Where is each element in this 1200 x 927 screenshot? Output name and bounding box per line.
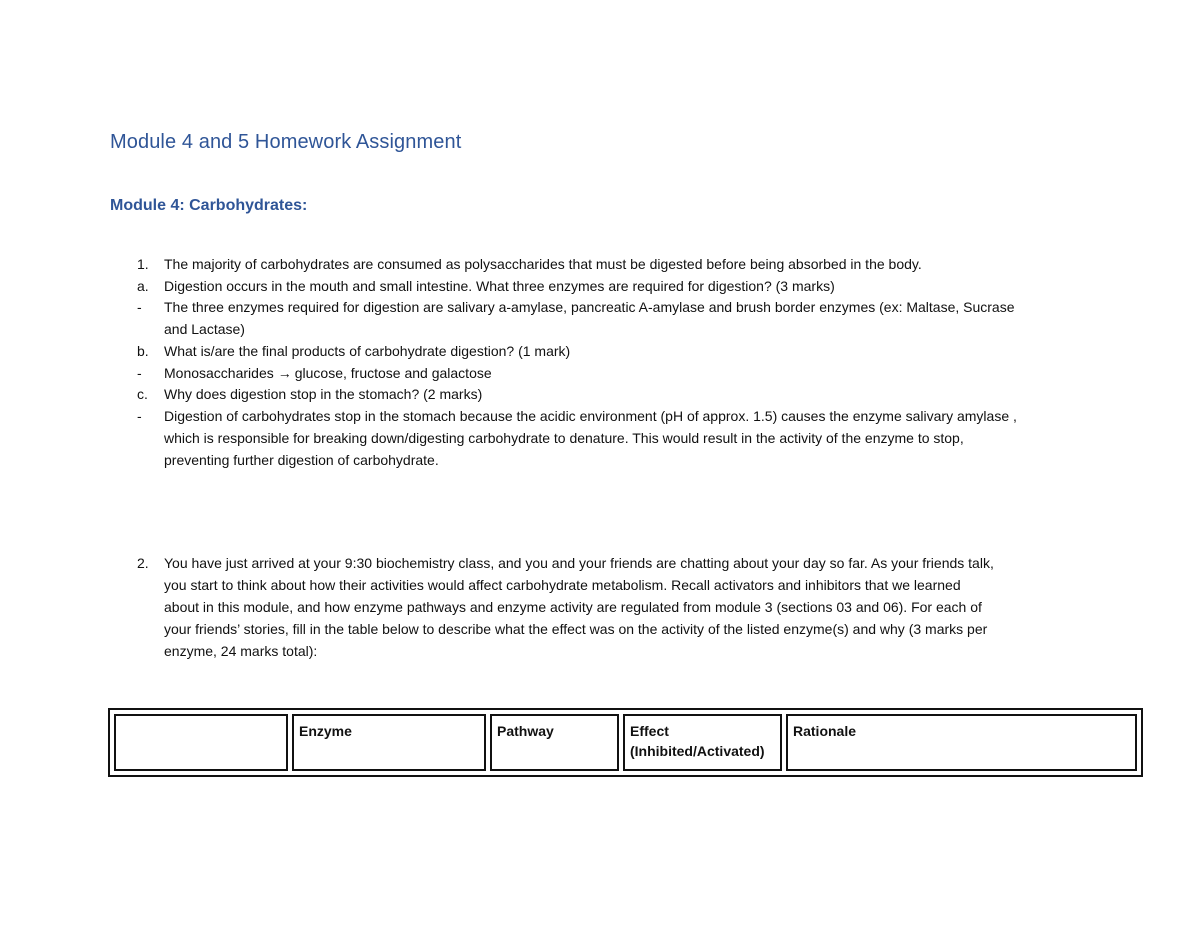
table-header-effect	[623, 714, 782, 771]
table-header-row	[114, 714, 1137, 771]
question-text: about in this module, and how enzyme pathways and enzyme activity are regulated from module 3 (sections 03 and 06). For each of	[164, 599, 982, 615]
question-text: You have just arrived at your 9:30 biochemistry class, and you and your friends are chatting about your day so far. As your friends talk,	[164, 555, 994, 571]
list-marker: b.	[137, 343, 149, 359]
list-marker: 2.	[137, 555, 149, 571]
list-marker: 1.	[137, 256, 149, 272]
answer-text: The three enzymes required for digestion are salivary a-amylase, pancreatic A-amylase and brush border enzymes (ex: Maltase, Sucrase	[164, 299, 1015, 315]
list-marker: -	[137, 408, 142, 424]
answer-text-part: glucose, fructose and galactose	[294, 364, 492, 381]
question-text: you start to think about how their activities would affect carbohydrate metabolism. Recall activators and inhibitors that we learned	[164, 577, 961, 593]
answer-text: Digestion of carbohydrates stop in the stomach because the acidic environment (pH of approx. 1.5) causes the enzyme salivary amylase ,	[164, 408, 1017, 424]
page-title: Module 4 and 5 Homework Assignment	[110, 131, 462, 153]
arrow-right-icon: →	[277, 364, 292, 381]
question-text: Why does digestion stop in the stomach? (2 marks)	[164, 386, 483, 402]
answer-text: which is responsible for breaking down/digesting carbohydrate to denature. This would result in the activity of the enzyme to stop,	[164, 430, 964, 446]
question-text: The majority of carbohydrates are consumed as polysaccharides that must be digested before being absorbed in the body.	[164, 256, 922, 272]
question-text: What is/are the final products of carbohydrate digestion? (1 mark)	[164, 343, 571, 359]
answer-text-part: Monosaccharides	[164, 364, 274, 381]
answer-text	[164, 363, 1104, 385]
answer-text: and Lactase)	[164, 320, 245, 337]
table-header-enzyme: Enzyme	[292, 714, 486, 771]
table-header-pathway: Pathway	[490, 714, 619, 771]
question-text: Digestion occurs in the mouth and small intestine. What three enzymes are required for digestion? (3 marks)	[164, 277, 835, 294]
section-heading: Module 4: Carbohydrates:	[110, 197, 308, 214]
question-text: your friends’ stories, fill in the table below to describe what the effect was on the activity of the listed enzyme(s) and why (3 marks per	[164, 621, 988, 637]
list-marker: a.	[137, 277, 149, 294]
enzyme-table	[108, 708, 1143, 777]
table-header-effect-line2: (Inhibited/Activated)	[630, 743, 765, 759]
question-text: enzyme, 24 marks total):	[164, 643, 318, 659]
table-header-effect-line1: Effect	[630, 723, 669, 739]
list-marker: c.	[137, 386, 148, 402]
list-marker: -	[137, 299, 142, 315]
answer-text: preventing further digestion of carbohydrate.	[164, 452, 439, 468]
table-header-rationale: Rationale	[786, 714, 1137, 771]
table-header-blank	[114, 714, 288, 771]
list-marker: -	[137, 364, 142, 381]
